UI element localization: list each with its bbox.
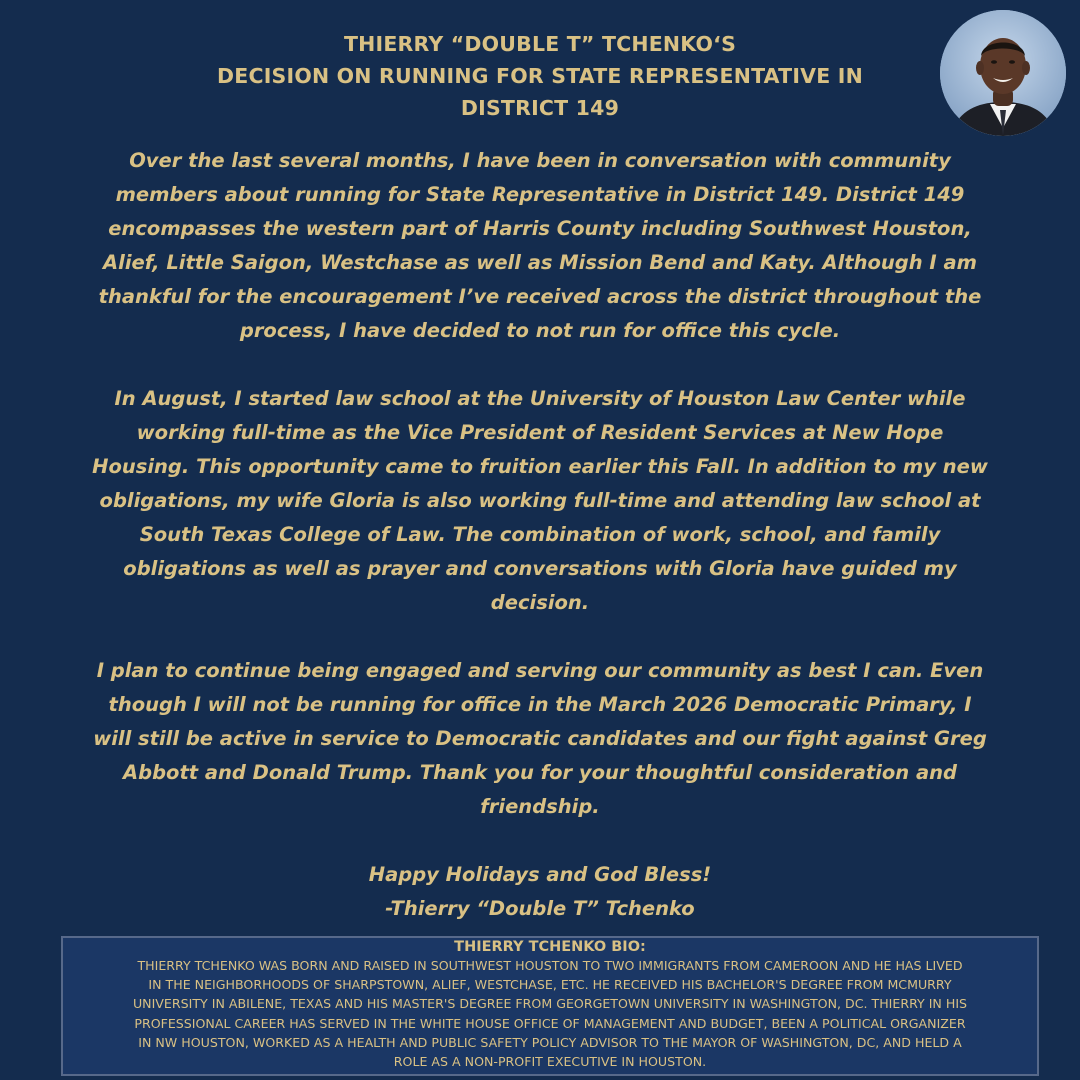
- statement-line: Abbott and Donald Trump. Thank you for your thoughtful consideration and: [123, 761, 957, 784]
- closing-line: Happy Holidays and God Bless!: [368, 863, 712, 886]
- bio-box: [61, 936, 1039, 1076]
- paragraph-3: [20, 654, 1060, 824]
- paragraph-gap: [20, 348, 1060, 382]
- announcement-title: [150, 28, 930, 124]
- statement-line: In August, I started law school at the University of Houston Law Center while: [114, 387, 966, 410]
- title-line: DISTRICT 149: [460, 96, 620, 120]
- statement-line: Over the last several months, I have been in conversation with community: [129, 149, 951, 172]
- title-line: DECISION ON RUNNING FOR STATE REPRESENTATIVE IN: [217, 64, 863, 88]
- profile-photo: [940, 10, 1066, 136]
- portrait-image: [940, 10, 1066, 136]
- paragraph-gap: [20, 620, 1060, 654]
- paragraph-gap: [20, 824, 1060, 858]
- statement-line: obligations, my wife Gloria is also working full-time and attending law school at: [99, 489, 981, 512]
- bio-line: ROLE AS A NON-PROFIT EXECUTIVE IN HOUSTON.: [393, 1054, 707, 1070]
- bio-line: THIERRY TCHENKO WAS BORN AND RAISED IN SOUTHWEST HOUSTON TO TWO IMMIGRANTS FROM CAMEROON AND HE HAS LIVED: [137, 958, 963, 973]
- statement-line: working full-time as the Vice President of Resident Services at New Hope: [136, 421, 944, 444]
- title-line: THIERRY “DOUBLE T” TCHENKO‘S: [343, 32, 737, 56]
- statement-line: will still be active in service to Democratic candidates and our fight against Greg: [93, 727, 987, 750]
- bio-line: IN NW HOUSTON, WORKED AS A HEALTH AND PUBLIC SAFETY POLICY ADVISOR TO THE MAYOR OF WASHINGTON, DC, AND HELD A: [138, 1034, 962, 1050]
- statement-line: Alief, Little Saigon, Westchase as well as Mission Bend and Katy. Although I am: [103, 251, 977, 274]
- bio-line: UNIVERSITY IN ABILENE, TEXAS AND HIS MASTER'S DEGREE FROM GEORGETOWN UNIVERSITY IN WASHINGTON, DC. THIERRY IN HIS: [132, 996, 968, 1012]
- statement-line: South Texas College of Law. The combination of work, school, and family: [139, 523, 941, 546]
- statement-line: thankful for the encouragement I’ve received across the district throughout the: [98, 285, 982, 308]
- statement-line: friendship.: [480, 795, 600, 818]
- statement-line: encompasses the western part of Harris County including Southwest Houston,: [108, 217, 972, 240]
- bio-line: IN THE NEIGHBORHOODS OF SHARPSTOWN, ALIEF, WESTCHASE, ETC. HE RECEIVED HIS BACHELOR'S DEGREE FROM MCMURRY: [148, 977, 952, 993]
- statement-line: process, I have decided to not run for office this cycle.: [239, 319, 841, 342]
- statement-line: obligations as well as prayer and conversations with Gloria have guided my: [123, 557, 957, 580]
- statement-line: decision.: [490, 591, 590, 614]
- paragraph-2: [20, 382, 1060, 620]
- bio-title: THIERRY TCHENKO BIO:: [454, 939, 646, 955]
- statement-line: Housing. This opportunity came to fruition earlier this Fall. In addition to my new: [92, 455, 988, 478]
- signature-line: -Thierry “Double T” Tchenko: [385, 897, 695, 920]
- bio-line: PROFESSIONAL CAREER HAS SERVED IN THE WHITE HOUSE OFFICE OF MANAGEMENT AND BUDGET, BEEN A POLITICAL ORGANIZER: [134, 1015, 966, 1031]
- statement-line: members about running for State Representative in District 149. District 149: [115, 183, 965, 206]
- statement-body: [20, 144, 1060, 926]
- paragraph-1: [20, 144, 1060, 348]
- statement-line: though I will not be running for office in the March 2026 Democratic Primary, I: [108, 693, 972, 716]
- statement-line: I plan to continue being engaged and serving our community as best I can. Even: [96, 659, 984, 682]
